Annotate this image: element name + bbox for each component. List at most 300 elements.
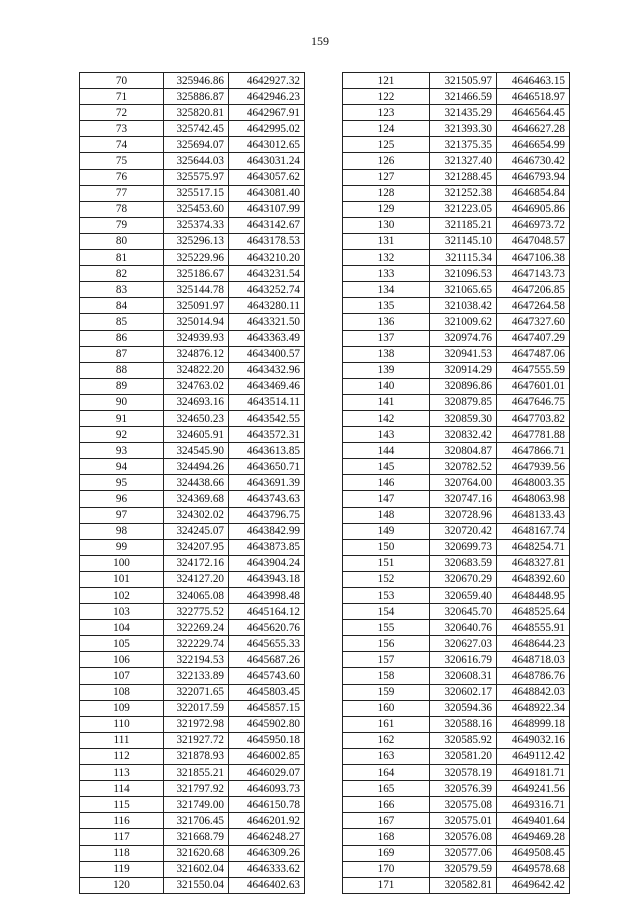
x-coordinate-cell: 325644.03	[164, 153, 229, 169]
x-coordinate-cell: 321878.93	[164, 748, 229, 764]
point-number-cell: 162	[343, 732, 430, 748]
table-row	[80, 829, 305, 845]
point-number-cell: 79	[80, 217, 164, 233]
point-number-cell: 111	[80, 732, 164, 748]
x-coordinate-cell: 324494.26	[164, 459, 229, 475]
table-row	[343, 410, 570, 426]
y-coordinate-cell: 4648718.03	[497, 652, 570, 668]
table-row	[80, 732, 305, 748]
table-row	[80, 362, 305, 378]
table-row	[343, 523, 570, 539]
table-row	[343, 394, 570, 410]
table-row	[343, 732, 570, 748]
x-coordinate-cell: 320747.16	[430, 491, 497, 507]
y-coordinate-cell: 4648842.03	[497, 684, 570, 700]
x-coordinate-cell: 321668.79	[164, 829, 229, 845]
point-number-cell: 87	[80, 346, 164, 362]
y-coordinate-cell: 4646463.15	[497, 73, 570, 89]
x-coordinate-cell: 320720.42	[430, 523, 497, 539]
y-coordinate-cell: 4647143.73	[497, 266, 570, 282]
y-coordinate-cell: 4646201.92	[229, 813, 305, 829]
y-coordinate-cell: 4649316.71	[497, 797, 570, 813]
y-coordinate-cell: 4643613.85	[229, 443, 305, 459]
table-row	[80, 314, 305, 330]
x-coordinate-cell: 321009.62	[430, 314, 497, 330]
table-row	[343, 282, 570, 298]
x-coordinate-cell: 324545.90	[164, 443, 229, 459]
table-row	[80, 700, 305, 716]
table-row	[343, 829, 570, 845]
point-number-cell: 171	[343, 877, 430, 893]
point-number-cell: 70	[80, 73, 164, 89]
point-number-cell: 128	[343, 185, 430, 201]
table-row	[343, 121, 570, 137]
y-coordinate-cell: 4646564.45	[497, 105, 570, 121]
table-row	[80, 201, 305, 217]
point-number-cell: 143	[343, 427, 430, 443]
y-coordinate-cell: 4643873.85	[229, 539, 305, 555]
x-coordinate-cell: 321466.59	[430, 89, 497, 105]
x-coordinate-cell: 320640.76	[430, 620, 497, 636]
x-coordinate-cell: 325091.97	[164, 298, 229, 314]
table-row	[343, 716, 570, 732]
x-coordinate-cell: 321393.30	[430, 121, 497, 137]
y-coordinate-cell: 4648525.64	[497, 604, 570, 620]
table-row	[80, 233, 305, 249]
point-number-cell: 160	[343, 700, 430, 716]
y-coordinate-cell: 4646730.42	[497, 153, 570, 169]
point-number-cell: 129	[343, 201, 430, 217]
point-number-cell: 72	[80, 105, 164, 121]
point-number-cell: 120	[80, 877, 164, 893]
x-coordinate-cell: 325014.94	[164, 314, 229, 330]
x-coordinate-cell: 325517.15	[164, 185, 229, 201]
table-row	[343, 797, 570, 813]
x-coordinate-cell: 320879.85	[430, 394, 497, 410]
table-row	[80, 330, 305, 346]
y-coordinate-cell: 4643432.96	[229, 362, 305, 378]
coordinates-table-right	[342, 72, 570, 894]
point-number-cell: 71	[80, 89, 164, 105]
y-coordinate-cell: 4643081.40	[229, 185, 305, 201]
point-number-cell: 76	[80, 169, 164, 185]
point-number-cell: 145	[343, 459, 430, 475]
y-coordinate-cell: 4645857.15	[229, 700, 305, 716]
point-number-cell: 75	[80, 153, 164, 169]
point-number-cell: 89	[80, 378, 164, 394]
table-row	[80, 555, 305, 571]
table-row	[80, 877, 305, 893]
x-coordinate-cell: 324763.02	[164, 378, 229, 394]
y-coordinate-cell: 4647106.38	[497, 250, 570, 266]
point-number-cell: 140	[343, 378, 430, 394]
y-coordinate-cell: 4646793.94	[497, 169, 570, 185]
point-number-cell: 137	[343, 330, 430, 346]
point-number-cell: 100	[80, 555, 164, 571]
y-coordinate-cell: 4646333.62	[229, 861, 305, 877]
point-number-cell: 108	[80, 684, 164, 700]
point-number-cell: 165	[343, 781, 430, 797]
y-coordinate-cell: 4646093.73	[229, 781, 305, 797]
x-coordinate-cell: 321252.38	[430, 185, 497, 201]
y-coordinate-cell: 4647781.88	[497, 427, 570, 443]
y-coordinate-cell: 4643743.63	[229, 491, 305, 507]
x-coordinate-cell: 321185.21	[430, 217, 497, 233]
point-number-cell: 122	[343, 89, 430, 105]
x-coordinate-cell: 320896.86	[430, 378, 497, 394]
y-coordinate-cell: 4643842.99	[229, 523, 305, 539]
x-coordinate-cell: 325229.96	[164, 250, 229, 266]
table-row	[343, 169, 570, 185]
x-coordinate-cell: 320576.08	[430, 829, 497, 845]
y-coordinate-cell: 4649578.68	[497, 861, 570, 877]
table-row	[343, 813, 570, 829]
x-coordinate-cell: 325453.60	[164, 201, 229, 217]
point-number-cell: 115	[80, 797, 164, 813]
x-coordinate-cell: 320728.96	[430, 507, 497, 523]
table-row	[80, 507, 305, 523]
point-number-cell: 124	[343, 121, 430, 137]
table-row	[80, 121, 305, 137]
point-number-cell: 161	[343, 716, 430, 732]
y-coordinate-cell: 4642967.91	[229, 105, 305, 121]
table-row	[343, 185, 570, 201]
table-row	[343, 539, 570, 555]
y-coordinate-cell: 4646029.07	[229, 765, 305, 781]
point-number-cell: 159	[343, 684, 430, 700]
point-number-cell: 97	[80, 507, 164, 523]
point-number-cell: 74	[80, 137, 164, 153]
x-coordinate-cell: 324172.16	[164, 555, 229, 571]
y-coordinate-cell: 4643031.24	[229, 153, 305, 169]
y-coordinate-cell: 4648254.71	[497, 539, 570, 555]
y-coordinate-cell: 4643142.67	[229, 217, 305, 233]
table-row	[80, 378, 305, 394]
x-coordinate-cell: 321223.05	[430, 201, 497, 217]
point-number-cell: 146	[343, 475, 430, 491]
table-row	[80, 861, 305, 877]
y-coordinate-cell: 4648555.91	[497, 620, 570, 636]
y-coordinate-cell: 4648003.35	[497, 475, 570, 491]
y-coordinate-cell: 4645950.18	[229, 732, 305, 748]
table-row	[343, 700, 570, 716]
point-number-cell: 167	[343, 813, 430, 829]
x-coordinate-cell: 320941.53	[430, 346, 497, 362]
point-number-cell: 86	[80, 330, 164, 346]
x-coordinate-cell: 324127.20	[164, 571, 229, 587]
table-row	[80, 475, 305, 491]
point-number-cell: 139	[343, 362, 430, 378]
x-coordinate-cell: 320645.70	[430, 604, 497, 620]
point-number-cell: 142	[343, 410, 430, 426]
x-coordinate-cell: 324939.93	[164, 330, 229, 346]
point-number-cell: 112	[80, 748, 164, 764]
x-coordinate-cell: 321038.42	[430, 298, 497, 314]
point-number-cell: 103	[80, 604, 164, 620]
x-coordinate-cell: 324207.95	[164, 539, 229, 555]
table-row	[80, 604, 305, 620]
y-coordinate-cell: 4645687.26	[229, 652, 305, 668]
table-row	[80, 781, 305, 797]
y-coordinate-cell: 4649181.71	[497, 765, 570, 781]
x-coordinate-cell: 325186.67	[164, 266, 229, 282]
y-coordinate-cell: 4646518.97	[497, 89, 570, 105]
point-number-cell: 147	[343, 491, 430, 507]
table-row	[343, 845, 570, 861]
table-row	[343, 604, 570, 620]
table-row	[343, 201, 570, 217]
y-coordinate-cell: 4648392.60	[497, 571, 570, 587]
y-coordinate-cell: 4643252.74	[229, 282, 305, 298]
point-number-cell: 154	[343, 604, 430, 620]
point-number-cell: 84	[80, 298, 164, 314]
table-row	[343, 346, 570, 362]
table-row	[80, 346, 305, 362]
x-coordinate-cell: 322194.53	[164, 652, 229, 668]
point-number-cell: 158	[343, 668, 430, 684]
y-coordinate-cell: 4643691.39	[229, 475, 305, 491]
point-number-cell: 133	[343, 266, 430, 282]
x-coordinate-cell: 320576.39	[430, 781, 497, 797]
table-row	[80, 716, 305, 732]
y-coordinate-cell: 4643542.55	[229, 410, 305, 426]
y-coordinate-cell: 4643057.62	[229, 169, 305, 185]
x-coordinate-cell: 325575.97	[164, 169, 229, 185]
x-coordinate-cell: 320683.59	[430, 555, 497, 571]
y-coordinate-cell: 4649032.16	[497, 732, 570, 748]
x-coordinate-cell: 322017.59	[164, 700, 229, 716]
y-coordinate-cell: 4648167.74	[497, 523, 570, 539]
table-row	[343, 137, 570, 153]
y-coordinate-cell: 4648999.18	[497, 716, 570, 732]
table-row	[80, 539, 305, 555]
table-row	[343, 861, 570, 877]
point-number-cell: 73	[80, 121, 164, 137]
y-coordinate-cell: 4642927.32	[229, 73, 305, 89]
point-number-cell: 121	[343, 73, 430, 89]
y-coordinate-cell: 4647327.60	[497, 314, 570, 330]
x-coordinate-cell: 320579.59	[430, 861, 497, 877]
y-coordinate-cell: 4645803.45	[229, 684, 305, 700]
point-number-cell: 82	[80, 266, 164, 282]
y-coordinate-cell: 4646248.27	[229, 829, 305, 845]
x-coordinate-cell: 325886.87	[164, 89, 229, 105]
point-number-cell: 155	[343, 620, 430, 636]
table-row	[80, 765, 305, 781]
table-row	[80, 652, 305, 668]
x-coordinate-cell: 325144.78	[164, 282, 229, 298]
point-number-cell: 131	[343, 233, 430, 249]
x-coordinate-cell: 324822.20	[164, 362, 229, 378]
y-coordinate-cell: 4643231.54	[229, 266, 305, 282]
point-number-cell: 113	[80, 765, 164, 781]
point-number-cell: 105	[80, 636, 164, 652]
x-coordinate-cell: 321288.45	[430, 169, 497, 185]
y-coordinate-cell: 4643363.49	[229, 330, 305, 346]
point-number-cell: 163	[343, 748, 430, 764]
y-coordinate-cell: 4643650.71	[229, 459, 305, 475]
point-number-cell: 141	[343, 394, 430, 410]
table-row	[80, 250, 305, 266]
coordinates-table-left-body	[80, 73, 305, 894]
coordinates-table-right-body	[343, 73, 570, 894]
y-coordinate-cell: 4643321.50	[229, 314, 305, 330]
y-coordinate-cell: 4645902.80	[229, 716, 305, 732]
x-coordinate-cell: 320577.06	[430, 845, 497, 861]
x-coordinate-cell: 325820.81	[164, 105, 229, 121]
x-coordinate-cell: 324245.07	[164, 523, 229, 539]
y-coordinate-cell: 4648327.81	[497, 555, 570, 571]
point-number-cell: 96	[80, 491, 164, 507]
table-row	[80, 73, 305, 89]
table-row	[80, 491, 305, 507]
table-row	[343, 507, 570, 523]
point-number-cell: 98	[80, 523, 164, 539]
x-coordinate-cell: 322133.89	[164, 668, 229, 684]
y-coordinate-cell: 4647264.58	[497, 298, 570, 314]
x-coordinate-cell: 321855.21	[164, 765, 229, 781]
x-coordinate-cell: 324438.66	[164, 475, 229, 491]
table-row	[343, 443, 570, 459]
y-coordinate-cell: 4647646.75	[497, 394, 570, 410]
table-row	[80, 571, 305, 587]
x-coordinate-cell: 320581.20	[430, 748, 497, 764]
table-row	[80, 137, 305, 153]
point-number-cell: 150	[343, 539, 430, 555]
table-row	[80, 217, 305, 233]
x-coordinate-cell: 324876.12	[164, 346, 229, 362]
x-coordinate-cell: 324605.91	[164, 427, 229, 443]
table-row	[343, 298, 570, 314]
point-number-cell: 85	[80, 314, 164, 330]
point-number-cell: 118	[80, 845, 164, 861]
table-row	[343, 89, 570, 105]
x-coordinate-cell: 320608.31	[430, 668, 497, 684]
point-number-cell: 77	[80, 185, 164, 201]
y-coordinate-cell: 4643514.11	[229, 394, 305, 410]
x-coordinate-cell: 320575.08	[430, 797, 497, 813]
table-row	[343, 73, 570, 89]
point-number-cell: 123	[343, 105, 430, 121]
point-number-cell: 93	[80, 443, 164, 459]
x-coordinate-cell: 320764.00	[430, 475, 497, 491]
y-coordinate-cell: 4643400.57	[229, 346, 305, 362]
x-coordinate-cell: 320859.30	[430, 410, 497, 426]
table-row	[343, 459, 570, 475]
point-number-cell: 135	[343, 298, 430, 314]
table-row	[343, 314, 570, 330]
x-coordinate-cell: 321550.04	[164, 877, 229, 893]
table-row	[343, 781, 570, 797]
x-coordinate-cell: 324693.16	[164, 394, 229, 410]
x-coordinate-cell: 325946.86	[164, 73, 229, 89]
table-row	[343, 250, 570, 266]
y-coordinate-cell: 4647487.06	[497, 346, 570, 362]
x-coordinate-cell: 324302.02	[164, 507, 229, 523]
y-coordinate-cell: 4647206.85	[497, 282, 570, 298]
y-coordinate-cell: 4648448.95	[497, 588, 570, 604]
x-coordinate-cell: 320582.81	[430, 877, 497, 893]
point-number-cell: 104	[80, 620, 164, 636]
y-coordinate-cell: 4649112.42	[497, 748, 570, 764]
table-row	[80, 89, 305, 105]
x-coordinate-cell: 325374.33	[164, 217, 229, 233]
x-coordinate-cell: 321115.34	[430, 250, 497, 266]
point-number-cell: 117	[80, 829, 164, 845]
x-coordinate-cell: 322269.24	[164, 620, 229, 636]
x-coordinate-cell: 321327.40	[430, 153, 497, 169]
point-number-cell: 88	[80, 362, 164, 378]
y-coordinate-cell: 4642995.02	[229, 121, 305, 137]
point-number-cell: 80	[80, 233, 164, 249]
table-row	[343, 652, 570, 668]
table-row	[343, 233, 570, 249]
table-row	[343, 217, 570, 233]
x-coordinate-cell: 321972.98	[164, 716, 229, 732]
point-number-cell: 101	[80, 571, 164, 587]
y-coordinate-cell: 4645655.33	[229, 636, 305, 652]
table-row	[343, 668, 570, 684]
y-coordinate-cell: 4647601.01	[497, 378, 570, 394]
x-coordinate-cell: 321749.00	[164, 797, 229, 813]
y-coordinate-cell: 4646150.78	[229, 797, 305, 813]
table-row	[80, 266, 305, 282]
table-row	[343, 765, 570, 781]
table-row	[80, 459, 305, 475]
x-coordinate-cell: 320832.42	[430, 427, 497, 443]
y-coordinate-cell: 4646627.28	[497, 121, 570, 137]
point-number-cell: 95	[80, 475, 164, 491]
table-row	[80, 523, 305, 539]
coordinates-table-left	[79, 72, 305, 894]
table-row	[343, 427, 570, 443]
table-row	[343, 748, 570, 764]
y-coordinate-cell: 4648133.43	[497, 507, 570, 523]
point-number-cell: 164	[343, 765, 430, 781]
x-coordinate-cell: 325296.13	[164, 233, 229, 249]
x-coordinate-cell: 321505.97	[430, 73, 497, 89]
y-coordinate-cell: 4642946.23	[229, 89, 305, 105]
table-row	[80, 394, 305, 410]
y-coordinate-cell: 4645743.60	[229, 668, 305, 684]
x-coordinate-cell: 320782.52	[430, 459, 497, 475]
table-row	[343, 555, 570, 571]
table-row	[343, 684, 570, 700]
x-coordinate-cell: 321375.35	[430, 137, 497, 153]
y-coordinate-cell: 4648063.98	[497, 491, 570, 507]
point-number-cell: 157	[343, 652, 430, 668]
point-number-cell: 136	[343, 314, 430, 330]
y-coordinate-cell: 4646654.99	[497, 137, 570, 153]
table-row	[343, 571, 570, 587]
table-row	[80, 748, 305, 764]
table-row	[343, 266, 570, 282]
y-coordinate-cell: 4643943.18	[229, 571, 305, 587]
y-coordinate-cell: 4643572.31	[229, 427, 305, 443]
x-coordinate-cell: 320804.87	[430, 443, 497, 459]
x-coordinate-cell: 325694.07	[164, 137, 229, 153]
point-number-cell: 149	[343, 523, 430, 539]
point-number-cell: 94	[80, 459, 164, 475]
table-row	[80, 105, 305, 121]
table-row	[80, 298, 305, 314]
table-row	[80, 282, 305, 298]
point-number-cell: 130	[343, 217, 430, 233]
y-coordinate-cell: 4648922.34	[497, 700, 570, 716]
table-row	[80, 185, 305, 201]
point-number-cell: 168	[343, 829, 430, 845]
point-number-cell: 116	[80, 813, 164, 829]
